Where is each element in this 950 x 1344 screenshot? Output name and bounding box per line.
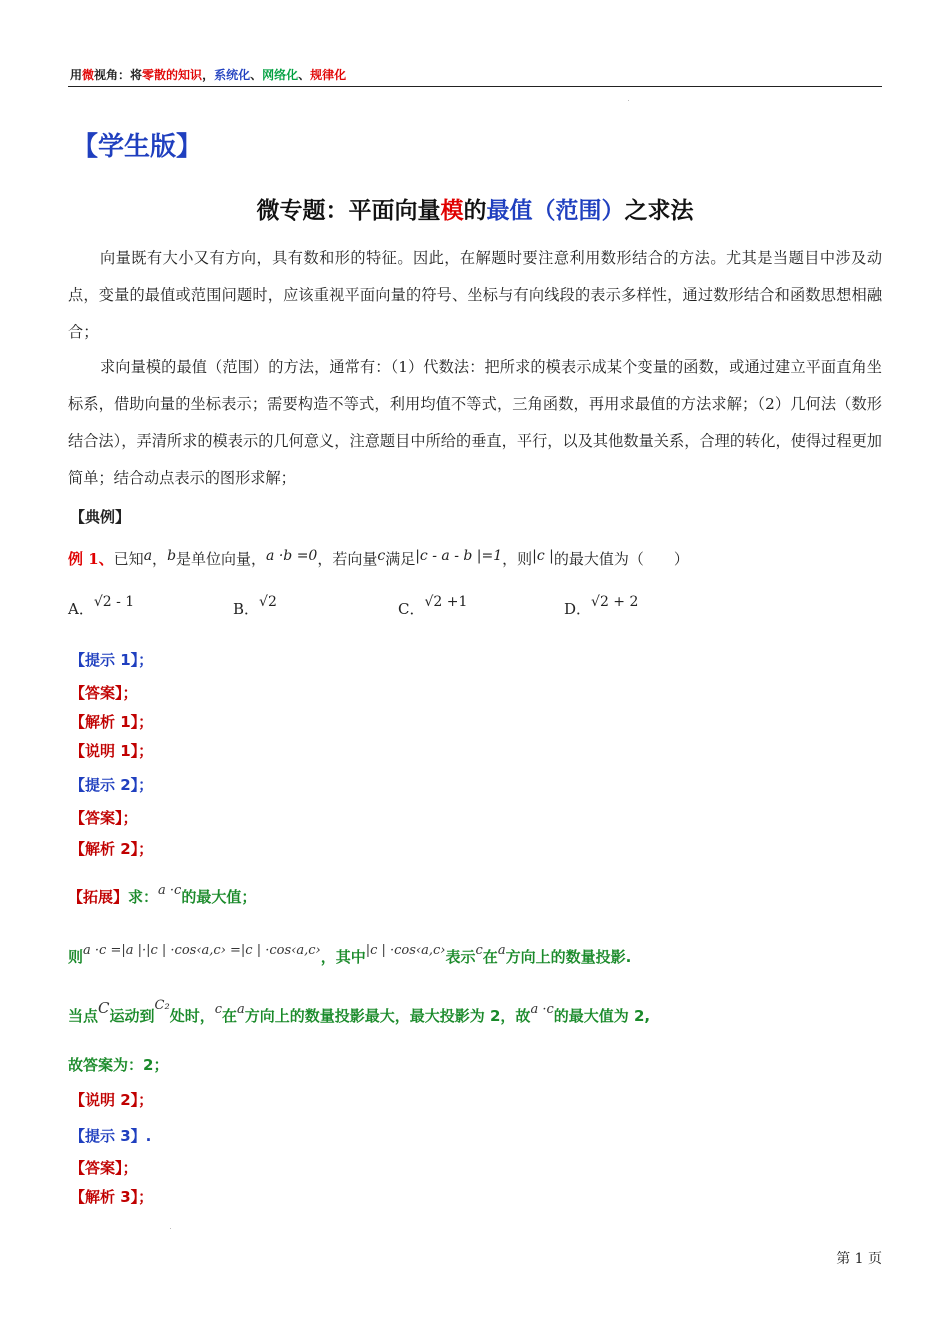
- extension: [68, 883, 257, 907]
- answer-1: 【答案】；: [70, 684, 138, 702]
- solution-text: 方向上的数量投影最大，最大投影为 2，故: [244, 1007, 531, 1025]
- analysis-2: 【解析 2】；: [70, 840, 154, 858]
- question-text: 的最大值为（ ）: [553, 550, 689, 568]
- extension-label: 【拓展】: [68, 888, 129, 906]
- question-text: ，若向量: [317, 550, 378, 568]
- question-text: 是单位向量，: [176, 550, 267, 568]
- solution-text: 在: [482, 948, 498, 966]
- question-text: ，则: [502, 550, 533, 568]
- header-text: 系统化: [214, 68, 251, 82]
- header-text: 网络化: [262, 68, 299, 82]
- solution-text: 运动到: [109, 1007, 155, 1025]
- analysis-3: 【解析 3】；: [70, 1188, 154, 1206]
- solution-text: 在: [221, 1007, 237, 1025]
- header-text: 微: [82, 68, 95, 82]
- answer-3: 【答案】；: [70, 1159, 138, 1177]
- solution-text: 表示: [445, 948, 476, 966]
- note-1: 【说明 1】；: [70, 742, 154, 760]
- title-part: 最值（范围）: [486, 198, 625, 224]
- analysis-1: 【解析 1】；: [70, 713, 154, 731]
- header-text: 用: [70, 68, 83, 82]
- scan-dot: [628, 100, 629, 101]
- math-expr: a: [143, 548, 153, 564]
- solution-line-point: [68, 998, 651, 1026]
- math-expr: C: [98, 999, 110, 1017]
- math-expr: C₂: [154, 998, 170, 1013]
- answer-2: 【答案】；: [70, 809, 138, 827]
- solution-text: ，其中: [320, 948, 366, 966]
- question-text: 已知: [113, 550, 144, 568]
- math-expr: a ·c: [158, 883, 182, 898]
- intro-paragraph-2: 求向量模的最值（范围）的方法，通常有：（1）代数法：把所求的模表示成某个变量的函数，或通过建立平面直角坐标系，借助向量的坐标表示；需要构造不等式，利用均值不等式，三角函数，再用求最值的方法求解；（2）几何法（数形结合法），弄清所求的模表示的几何意义，注意题目中所给的垂直，平行，以及其他数量关系，合理的转化，使得过程更加简单；结合动点表示的图形求解；: [68, 358, 882, 487]
- page-number: 第 1 页: [836, 1251, 882, 1267]
- option-a[interactable]: [68, 594, 135, 619]
- option-value: √2 - 1: [93, 594, 135, 610]
- solution-text: 则: [68, 948, 84, 966]
- header-text: 视角：将: [94, 68, 143, 82]
- math-expr: c: [214, 1002, 222, 1017]
- question-text: ，: [152, 550, 168, 568]
- extension-text: 的最大值；: [181, 888, 257, 906]
- option-label: D．: [564, 600, 592, 618]
- solution-text: 当点: [68, 1007, 99, 1025]
- math-expr: |c |: [532, 548, 554, 564]
- option-value: √2: [259, 594, 277, 610]
- version-badge: 【学生版】: [72, 132, 203, 162]
- note-2: 【说明 2】；: [70, 1091, 154, 1109]
- intro-paragraph-1: 向量既有大小又有方向，具有数和形的特征。因此，在解题时要注意利用数形结合的方法。尤其是当题目中涉及动点，变量的最值或范围问题时，应该重视平面向量的符号、坐标与有向线段的表示多样性，通过数形结合和函数思想相融合；: [68, 249, 882, 341]
- math-expr: a ·c =|a |·|c | ·cos‹a,c› =|c | ·cos‹a,c›: [83, 943, 321, 958]
- hint-3: 【提示 3】.: [70, 1127, 152, 1145]
- scan-dot: [170, 1228, 171, 1229]
- title-part: 之求法: [624, 198, 694, 224]
- title-part: 微专题：平面向量: [256, 198, 441, 224]
- header-text: ，: [202, 68, 215, 82]
- page-title: [0, 192, 950, 225]
- solution-line-then: [68, 943, 632, 967]
- option-label: B．: [233, 600, 260, 618]
- answer-line: 故答案为：2；: [68, 1056, 169, 1074]
- option-value: √2 + 2: [591, 594, 639, 610]
- option-label: C．: [398, 600, 425, 618]
- option-label: A．: [68, 600, 94, 618]
- math-expr: a: [237, 1002, 245, 1017]
- math-expr: b: [167, 548, 177, 564]
- section-label: 【典例】: [70, 508, 131, 526]
- math-expr: a ·b =0: [266, 548, 318, 564]
- math-expr: |c - a - b |=1: [415, 548, 503, 564]
- extension-text: 求：: [128, 888, 159, 906]
- option-c[interactable]: [398, 594, 468, 619]
- title-part: 模: [440, 198, 464, 224]
- header-text: 、: [250, 68, 263, 82]
- question-text: 满足: [385, 550, 416, 568]
- solution-text: 处时，: [169, 1007, 215, 1025]
- math-expr: c: [475, 943, 483, 958]
- math-expr: c: [377, 548, 386, 564]
- math-expr: a: [497, 943, 506, 958]
- header-text: 、: [298, 68, 311, 82]
- question-1: [68, 548, 689, 569]
- option-b[interactable]: [233, 594, 277, 619]
- hint-2: 【提示 2】；: [70, 776, 154, 794]
- option-d[interactable]: [564, 594, 639, 619]
- solution-text: 方向上的数量投影.: [505, 948, 632, 966]
- header-divider: [68, 86, 882, 87]
- title-part: 的: [463, 198, 487, 224]
- math-expr: a ·c: [530, 1002, 554, 1017]
- option-value: √2 +1: [424, 594, 468, 610]
- hint-1: 【提示 1】；: [70, 651, 154, 669]
- solution-text: 的最大值为 2,: [553, 1007, 651, 1025]
- math-expr: |c | ·cos‹a,c›: [365, 943, 446, 958]
- question-label: 例 1、: [68, 550, 114, 568]
- header-slogan: [70, 66, 346, 83]
- header-text: 规律化: [310, 68, 347, 82]
- header-text: 零散的知识: [142, 68, 203, 82]
